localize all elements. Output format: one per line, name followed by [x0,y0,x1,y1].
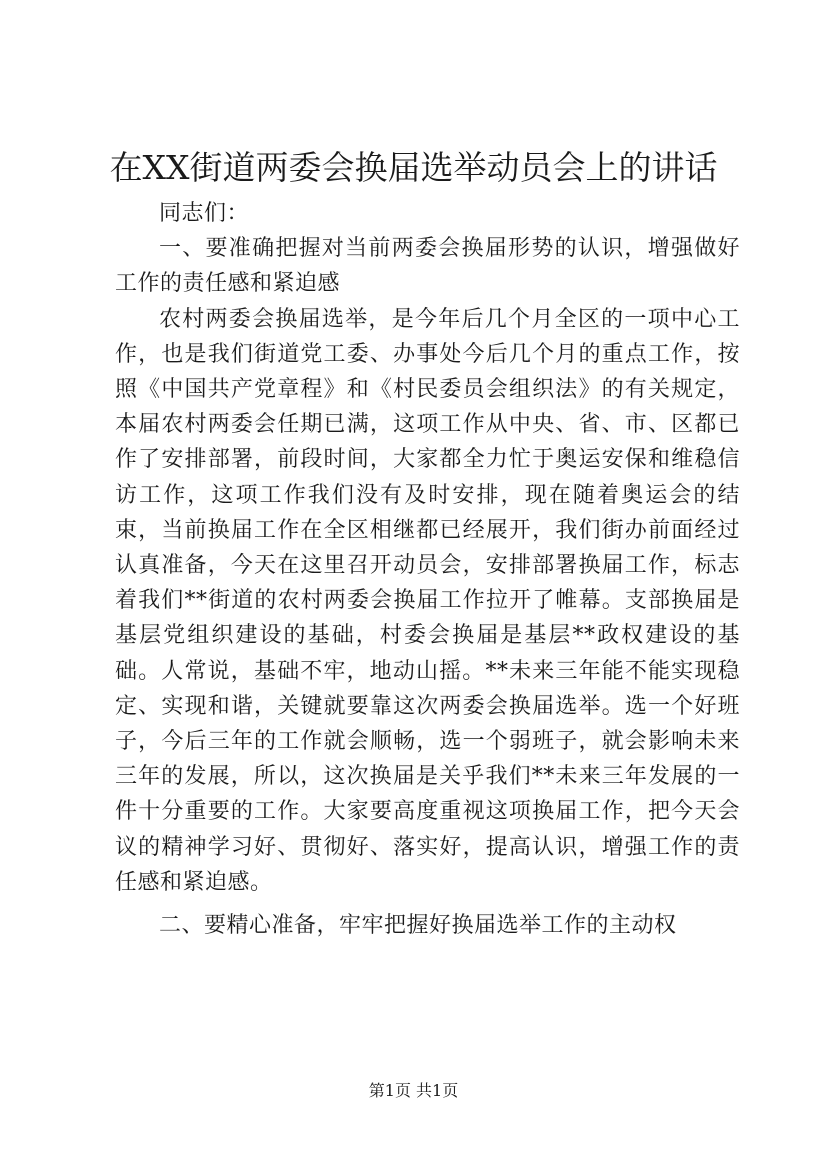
document-body [115,196,740,943]
section-heading-1: 一、要准确把握对当前两委会换届形势的认识，增强做好工作的责任感和紧迫感 [115,236,740,297]
salutation-paragraph: 同志们： [159,201,250,226]
body-paragraph: 农村两委会换届选举，是今年后几个月全区的一项中心工作，也是我们街道党工委、办事处今后几个月的重点工作，按照《中国共产党章程》和《村民委员会组织法》的有关规定，本届农村两委会任期已满，这项工作从中央、省、市、区都已作了安排部署，前段时间，大家都全力忙于奥运安保和维稳信访工作，这项工作我们没有及时安排，现在随着奥运会的结束，当前换届工作在全区相继都已经展开，我们街办前面经过认真准备，今天在这里召开动员会，安排部署换届工作，标志着我们**街道的农村两委会换届工作拉开了帷幕。支部换届是基层党组织建设的基础，村委会换届是基层**政权建设的基础。人常说，基础不牢，地动山摇。**未来三年能不能实现稳定、实现和谐，关键就要靠这次两委会换届选举。选一个好班子，今后三年的工作就会顺畅，选一个弱班子，就会影响未来三年的发展，所以，这次换届是关乎我们**未来三年发展的一件十分重要的工作。大家要高度重视这项换届工作，把今天会议的精神学习好、贯彻好、落实好，提高认识，增强工作的责任感和紧迫感。 [115,306,740,895]
document-title: 在XX街道两委会换届选举动员会上的讲话 [109,148,718,187]
section-heading-2: 二、要精心准备，牢牢把握好换届选举工作的主动权 [159,913,677,939]
page-number-footer: 第1页 共1页 [368,1081,459,1100]
